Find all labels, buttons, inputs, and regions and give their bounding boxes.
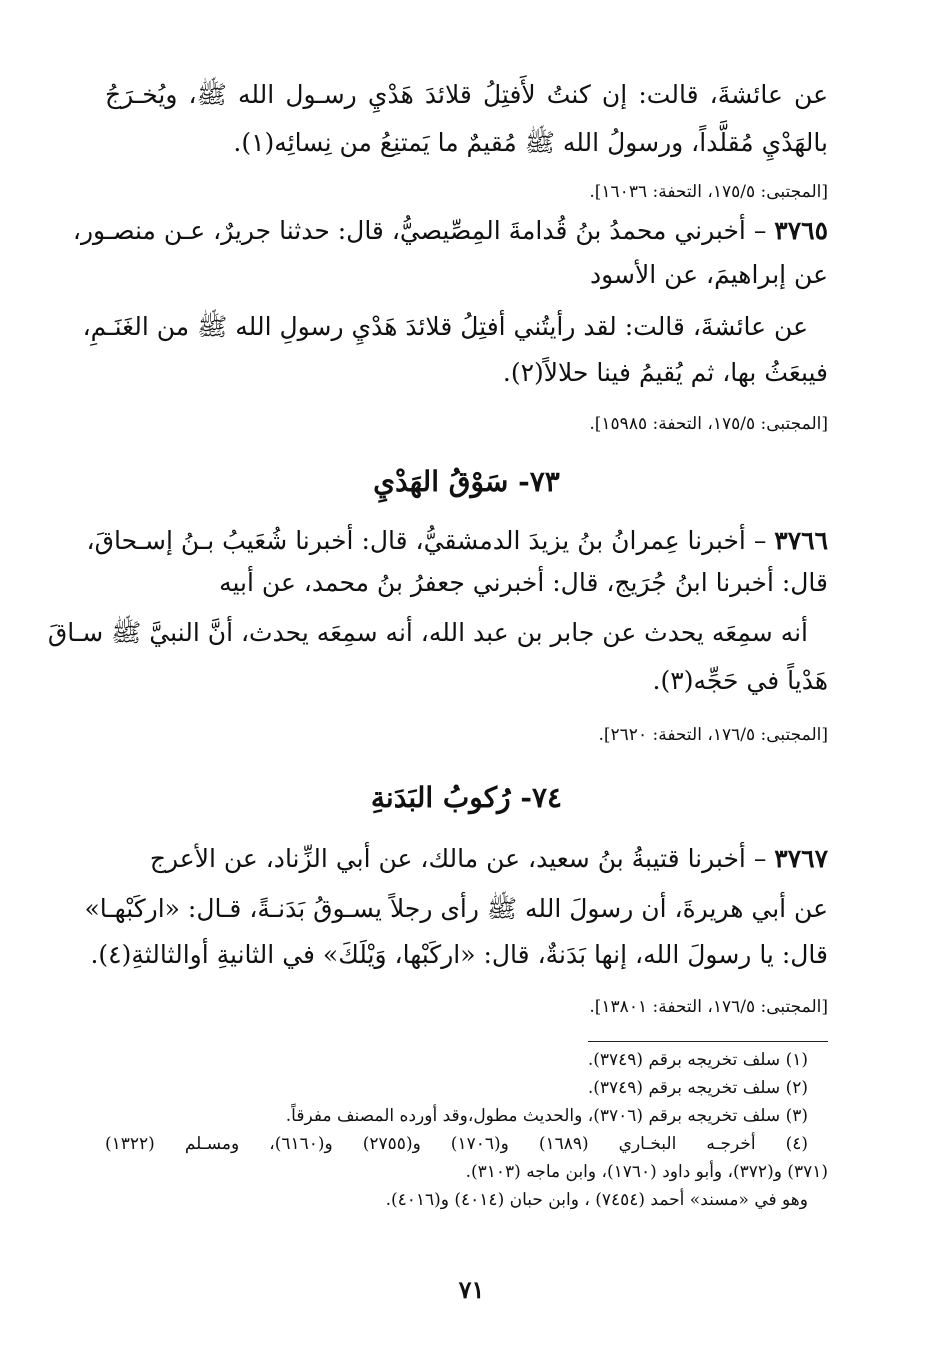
hadith-3766-matn-line-1: أنه سمِعَه يحدث عن جابر بن عبد الله، أنه سمِعَه يحدث، أنَّ النبيَّ ﷺ سـاقَ: [47, 618, 808, 647]
hadith-3766-isnad-line-1: [86, 524, 828, 558]
hadith-3764-line-2: بالهَدْيِ مُقلَّداً، ورسولُ الله ﷺ مُقيمٌ ما يَمتنِعُ من نِسائِه(١).: [233, 128, 828, 157]
hadith-3766-isnad-line-2: قال: أخبرنا ابنُ جُرَيج، قال: أخبرني جعفرُ بنُ محمد، عن أبيه: [219, 568, 828, 597]
hadith-3765-isnad-line-1: [72, 214, 828, 248]
hadith-number: ٣٧٦٧: [774, 844, 828, 873]
hadith-3766-isnad-text: – أخبرنا عِمرانُ بنُ يزيدَ الدمشقيُّ، قال: أخبرنا شُعَيبُ بـنُ إسـحاقَ،: [86, 526, 775, 555]
chapter-73-heading: ٧٣- سَوْقُ الهَدْيِ: [373, 465, 560, 498]
hadith-3764-line-1: عن عائشةَ، قالت: إن كنتُ لأَفتِلُ قلائدَ هَدْيِ رسـول الله ﷺ، ويُخـرَجُ: [105, 80, 828, 109]
hadith-3767-isnad-line-1: [105, 842, 828, 876]
hadith-3765-matn-line-2: فيبعَثُ بها، ثم يُقيمُ فينا حلالاً(٢).: [502, 358, 828, 387]
footnote-2: (٢) سلف تخريجه برقم (٣٧٤٩).: [587, 1078, 808, 1098]
footnote-3: (٣) سلف تخريجه برقم (٣٧٠٦)، والحديث مطول،وقد أورده المصنف مفرقاً.: [285, 1106, 808, 1126]
hadith-number: ٣٧٦٥: [774, 216, 828, 245]
footnote-4-line-1: (٤) أخرجـه البخـاري (١٦٨٩) و(١٧٠٦) و(٢٧٥٥) و(٦١٦٠)، ومسـلم (١٣٢٢): [105, 1134, 808, 1154]
footnote-4-line-2: (٣٧١) و(٣٧٢)، وأبو داود (١٧٦٠)، وابن ماجه (٣١٠٣).: [465, 1162, 828, 1182]
hadith-3765-isnad-line-2: عن إبراهيمَ، عن الأسود: [589, 260, 828, 289]
footnote-1: (١) سلف تخريجه برقم (٣٧٤٩).: [587, 1050, 808, 1070]
footnote-separator: [588, 1041, 828, 1042]
hadith-3766-matn-line-2: هَدْياً في حَجِّه(٣).: [652, 666, 828, 695]
page-number: ٧١: [458, 1275, 485, 1304]
hadith-3765-isnad-text: – أخبرني محمدُ بنُ قُدامةَ المِصِّيصيُّ، قال: حدثنا جريرٌ، عـن منصـور،: [72, 216, 775, 245]
hadith-3764-reference: [المجتبى: ١٧٥/٥، التحفة: ١٦٠٣٦].: [589, 182, 828, 202]
hadith-3767-matn-line-1: عن أبي هريرةَ، أن رسولَ الله ﷺ رأى رجلاً يسـوقُ بَدَنـةً، قـال: «اركَبْهـا»: [84, 894, 828, 923]
hadith-3767-isnad-text: – أخبرنا قتيبةُ بنُ سعيد، عن مالك، عن أبي الزِّناد، عن الأعرج: [149, 844, 775, 873]
hadith-number: ٣٧٦٦: [774, 526, 828, 555]
chapter-74-heading: ٧٤- رُكوبُ البَدَنةِ: [370, 781, 563, 814]
footnote-4-line-3: وهو في «مسند» أحمد (٧٤٥٤) ، وابن حبان (٤٠١٤) و(٤٠١٦).: [385, 1190, 808, 1210]
hadith-3766-reference: [المجتبى: ١٧٦/٥، التحفة: ٢٦٢٠].: [598, 725, 828, 745]
hadith-3765-reference: [المجتبى: ١٧٥/٥، التحفة: ١٥٩٨٥].: [589, 414, 828, 434]
hadith-3767-reference: [المجتبى: ١٧٦/٥، التحفة: ١٣٨٠١].: [589, 997, 828, 1017]
hadith-3765-matn-line-1: عن عائشةَ، قالت: لقد رأيتُني أفتِلُ قلائدَ هَدْيِ رسولِ الله ﷺ من الغَنَـمِ،: [82, 312, 808, 341]
hadith-3767-matn-line-2: قال: يا رسولَ الله، إنها بَدَنةٌ، قال: «اركَبْها، وَيْلَكَ» في الثانيةِ أوالثالثةِ(٤).: [90, 940, 828, 969]
